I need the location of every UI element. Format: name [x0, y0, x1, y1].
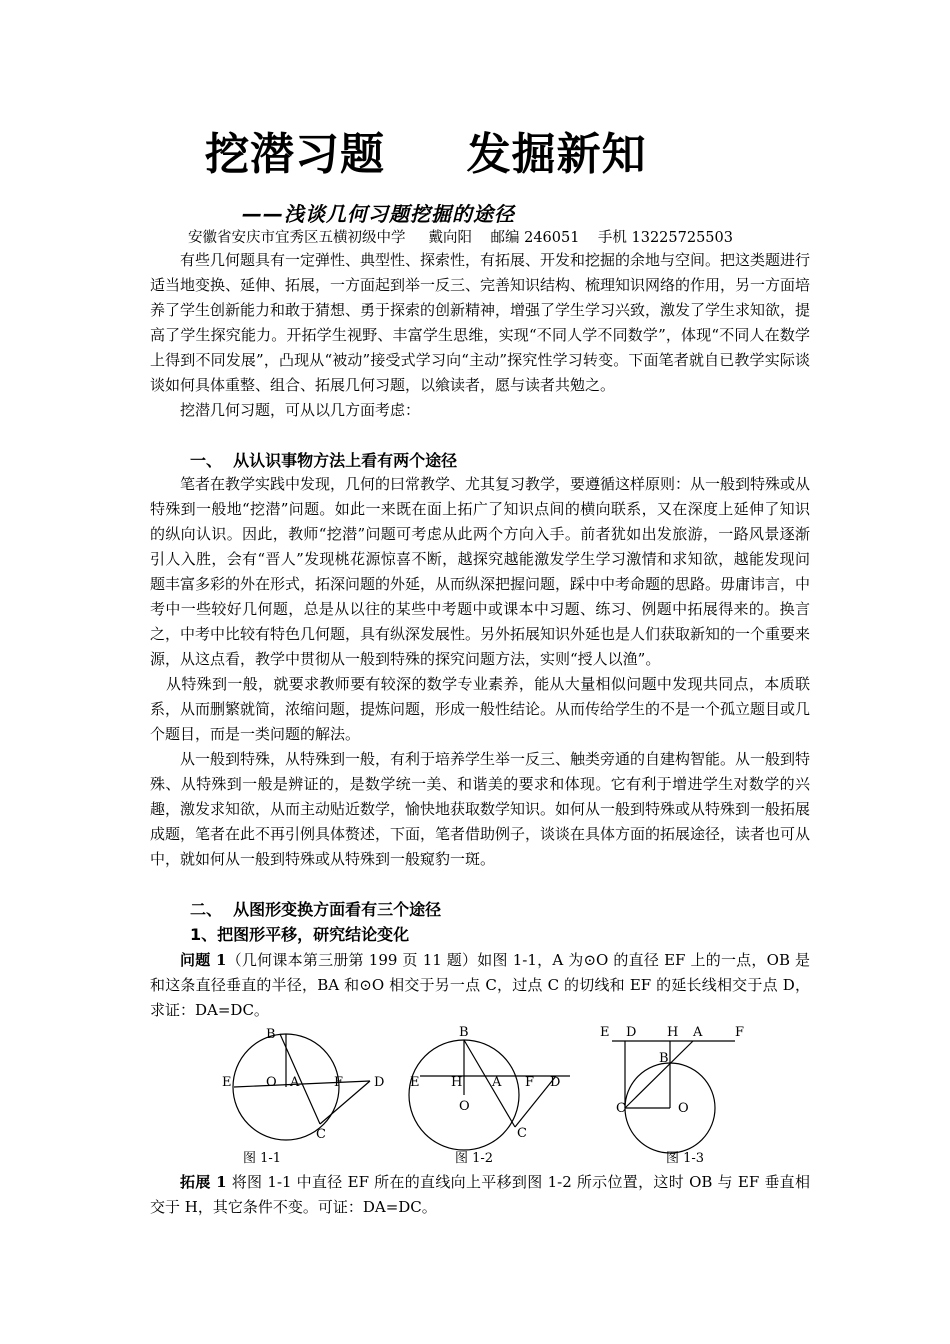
- section-1-paragraph: 从特殊到一般，就要求教师要有较深的数学专业素养，能从大量相似问题中发现共同点，本质联系，从而删繁就简，浓缩问题，提炼问题，形成一般性结论。从而传给学生的不是一个孤立题目或几个题目，而是一类问题的解法。: [150, 675, 811, 743]
- figure-1-1-tangent: [320, 1081, 370, 1124]
- figure-1-3-label: C: [616, 1101, 626, 1116]
- figure-1-3-label: B: [659, 1051, 669, 1066]
- figure-1-3-caption: 图 1-3: [666, 1151, 705, 1166]
- intro-paragraph: 挖潜几何习题，可从以几方面考虑：: [180, 401, 421, 419]
- figure-1-2: [409, 1040, 570, 1150]
- extension-text: 将图 1-1 中直径 EF 所在的直线向上平移到图 1-2 所示位置，这时 OB 与 EF 垂直相交于 H，其它条件不变。可证：DA=DC。: [150, 1173, 810, 1216]
- section-1-body: [150, 472, 810, 872]
- figure-1-3-label: A: [693, 1025, 703, 1040]
- figure-1-3-label: E: [600, 1025, 610, 1040]
- figure-1-1-label: C: [316, 1127, 326, 1142]
- figure-1-2-label: E: [410, 1075, 420, 1090]
- figure-1-2-label: C: [517, 1126, 527, 1141]
- figure-1-3-labels: [600, 1025, 744, 1116]
- figure-1-1-caption: 图 1-1: [243, 1151, 282, 1166]
- figure-1-1: [233, 1034, 370, 1140]
- figure-1-2-label: F: [525, 1075, 535, 1090]
- figure-1-2-label: O: [459, 1099, 470, 1114]
- problem-text: （几何课本第三册第 199 页 11 题）如图 1-1，A 为⊙O 的直径 EF 上的一点，OB 是和这条直径垂直的半径，BA 和⊙O 相交于另一点 C，过点 C 的切线和 EF 的延长线相交于点 D，求证：DA=DC。: [150, 951, 810, 1019]
- section-2-heading: 二、 从图形变换方面看有三个途径: [190, 900, 442, 919]
- figure-1-2-caption: 图 1-2: [455, 1151, 494, 1166]
- figure-1-1-label: F: [334, 1075, 344, 1090]
- intro-paragraph: 有些几何题具有一定弹性、典型性、探索性，有拓展、开发和挖掘的余地与空间。把这类题进行适当地变换、延伸、拓展，一方面起到举一反三、完善知识结构、梳理知识网络的作用，另一方面培养了学生创新能力和敢于猜想、勇于探索的创新精神，增强了学生学习兴致，激发了学生求知欲，提高了学生探究能力。开拓学生视野、丰富学生思维，实现“不同人学不同数学”，体现“不同人在数学上得到不同发展”，凸现从“被动”接受式学习向“主动”探究性学习转变。下面笔者就自已教学实际谈谈如何具体重整、组合、拓展几何习题，以飨读者，愿与读者共勉之。: [150, 251, 811, 394]
- intro-section: [150, 248, 810, 423]
- figure-1-1-label: D: [374, 1075, 385, 1090]
- extension-1: [150, 1170, 810, 1220]
- figure-1-2-label: A: [492, 1075, 502, 1090]
- figure-1-3-label: D: [626, 1025, 637, 1040]
- figures: [0, 1018, 950, 1168]
- section-2-subheading: 1、把图形平移，研究结论变化: [190, 925, 410, 944]
- figure-1-2-labels: [410, 1025, 560, 1141]
- figure-1-2-label: B: [459, 1025, 469, 1040]
- figure-1-2-label: D: [550, 1075, 561, 1090]
- figure-1-2-line-bc: [464, 1040, 515, 1127]
- author-line: 安徽省安庆市宜秀区五横初级中学 戴向阳 邮编 246051 手机 13225725503: [188, 230, 733, 246]
- figure-1-1-label: A: [290, 1075, 300, 1090]
- section-1-paragraph: 从一般到特殊，从特殊到一般，有利于培养学生举一反三、触类旁通的自建构智能。从一般到特殊、从特殊到一般是辨证的，是数学统一美、和谐美的要求和体现。它有利于增进学生对数学的兴趣，激发求知欲，从而主动贴近数学，愉快地获取数学知识。如何从一般到特殊或从特殊到一般拓展成题，笔者在此不再引例具体赘述，下面，笔者借助例子，谈谈在具体方面的拓展途径，读者也可从中，就如何从一般到特殊或从特殊到一般窥豹一斑。: [150, 750, 811, 868]
- document-title: 挖潜习题 发掘新知: [205, 129, 647, 180]
- figure-1-2-label: H: [451, 1075, 463, 1090]
- figure-1-1-label: O: [266, 1075, 277, 1090]
- figure-1-3-label: F: [735, 1025, 745, 1040]
- problem-label: 问题 1: [180, 951, 227, 969]
- extension-label: 拓展 1: [180, 1173, 227, 1191]
- problem-1: [150, 948, 810, 1023]
- document-subtitle: ——浅谈几何习题挖掘的途径: [242, 202, 515, 226]
- figure-1-3-label: O: [678, 1101, 689, 1116]
- section-1-heading: 一、 从认识事物方法上看有两个途径: [190, 451, 458, 470]
- figure-1-1-label: E: [222, 1075, 232, 1090]
- figure-1-3: [612, 1041, 735, 1153]
- figure-1-3-label: H: [667, 1025, 679, 1040]
- section-1-paragraph: 笔者在教学实践中发现，几何的曰常教学、尤其复习教学，要遵循这样原则：从一般到特殊或从特殊到一般地“挖潜”问题。如此一来既在面上拓广了知识点间的横向联系，又在深度上延伸了知识的纵向认识。因此，教师“挖潜”问题可考虑从此两个方向入手。前者犹如出发旅游，一路风景逐渐引人入胜，会有“晋人”发现桃花源惊喜不断，越探究越能激发学生学习激情和求知欲，越能发现问题丰富多彩的外在形式，拓深问题的外延，从而纵深把握问题，踩中中考命题的思路。毋庸讳言，中考中一些较好几何题，总是从以往的某些中考题中或课本中习题、练习、例题中拓展得来的。换言之，中考中比较有特色几何题，具有纵深发展性。另外拓展知识外延也是人们获取新知的一个重要来源，从这点看，教学中贯彻从一般到特殊的探究问题方法，实则“授人以渔”。: [150, 475, 811, 668]
- figure-1-1-label: B: [266, 1027, 276, 1042]
